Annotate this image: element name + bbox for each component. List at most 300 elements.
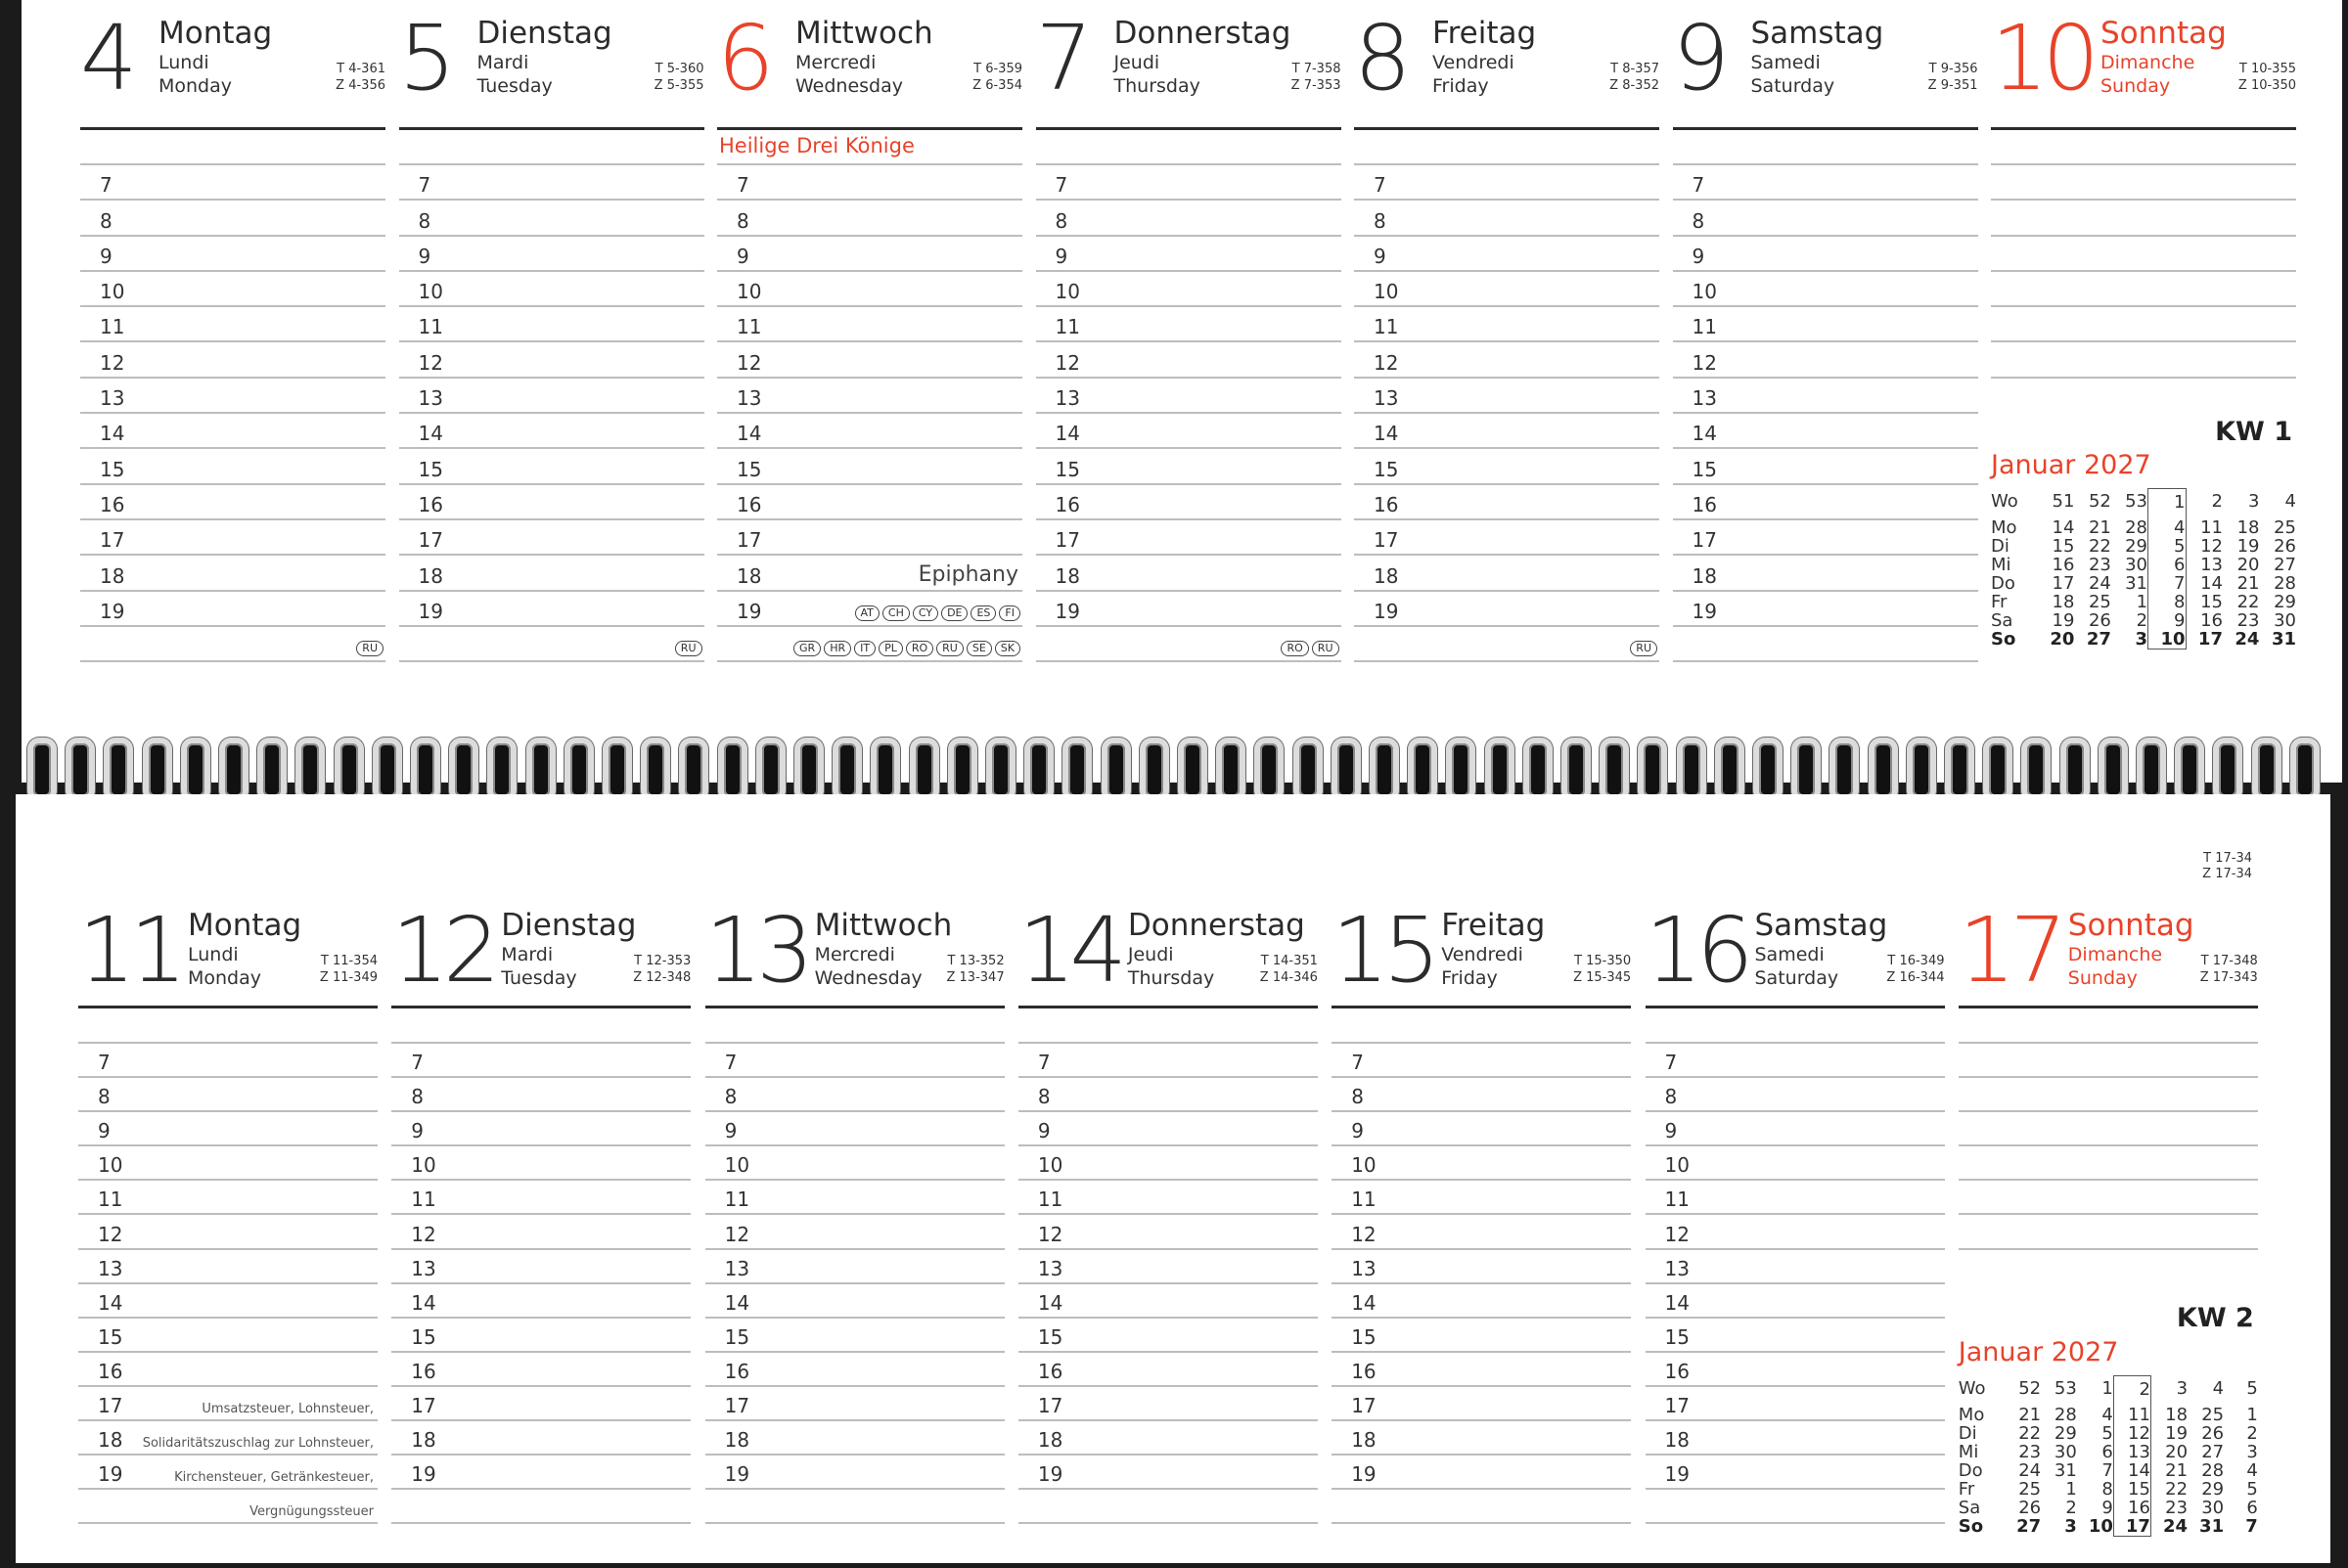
hour-slot-15[interactable] bbox=[717, 449, 1022, 484]
hour-label: 16 bbox=[1374, 492, 1399, 516]
hour-slot-11[interactable] bbox=[717, 307, 1022, 342]
day-name-en: Monday bbox=[158, 75, 233, 97]
hour-slot-18[interactable] bbox=[1354, 556, 1659, 591]
weekday-label: Di bbox=[1958, 1423, 1977, 1444]
hour-slot-11[interactable] bbox=[1354, 307, 1659, 342]
hour-slot-19[interactable] bbox=[78, 1456, 378, 1490]
binding-ring bbox=[718, 738, 747, 802]
hour-slot-12[interactable] bbox=[391, 1216, 691, 1250]
mini-calendar-row bbox=[1959, 1406, 2258, 1424]
hour-slot-10[interactable] bbox=[399, 272, 704, 307]
date-cell: 13 bbox=[2200, 555, 2223, 575]
hour-label: 16 bbox=[418, 492, 443, 516]
hour-slot-14[interactable] bbox=[717, 414, 1022, 449]
hour-slot-12[interactable] bbox=[1018, 1216, 1318, 1250]
hour-label: 19 bbox=[100, 599, 125, 623]
hour-slot-7[interactable] bbox=[1332, 1044, 1631, 1078]
hour-label: 15 bbox=[1055, 457, 1080, 481]
hour-slot-12[interactable] bbox=[78, 1216, 378, 1250]
holiday-slot[interactable] bbox=[705, 1008, 1005, 1044]
binding-ring bbox=[1254, 738, 1284, 802]
hour-label: 11 bbox=[1351, 1187, 1377, 1212]
hour-slot-19[interactable] bbox=[80, 592, 385, 627]
mini-calendar-row bbox=[1959, 1424, 2258, 1443]
note-line[interactable] bbox=[1991, 272, 2296, 307]
hour-slot-11[interactable] bbox=[1646, 1181, 1945, 1215]
hour-slot-8[interactable] bbox=[1018, 1078, 1318, 1112]
holiday-slot[interactable] bbox=[1036, 130, 1341, 165]
hour-label: 11 bbox=[1037, 1187, 1063, 1212]
hour-slot-7[interactable] bbox=[1036, 165, 1341, 201]
hour-slot-9[interactable] bbox=[717, 237, 1022, 272]
holiday-slot[interactable] bbox=[391, 1008, 691, 1044]
hour-slot-9[interactable] bbox=[1036, 237, 1341, 272]
hour-slot-17[interactable] bbox=[1673, 520, 1978, 556]
hour-slot-8[interactable] bbox=[1036, 201, 1341, 236]
hour-slot-7[interactable] bbox=[78, 1044, 378, 1078]
hour-slot-11[interactable] bbox=[1036, 307, 1341, 342]
hour-slot-13[interactable] bbox=[717, 379, 1022, 414]
holiday-slot[interactable] bbox=[1959, 1008, 2258, 1044]
mini-calendar-title: Januar 2027 bbox=[1958, 1337, 2119, 1367]
date-cell: 5 bbox=[2148, 537, 2186, 556]
hour-slot-17[interactable] bbox=[80, 520, 385, 556]
hour-slot-14[interactable] bbox=[1332, 1284, 1631, 1319]
holiday-slot[interactable] bbox=[80, 130, 385, 165]
hour-slot-10[interactable] bbox=[1018, 1146, 1318, 1181]
hour-slot-15[interactable] bbox=[1036, 449, 1341, 484]
extra-slot[interactable] bbox=[399, 627, 704, 662]
hour-label: 8 bbox=[724, 1085, 738, 1109]
day-count-z: Z 16-344 bbox=[1886, 970, 1945, 985]
hour-slot-12[interactable] bbox=[1332, 1216, 1631, 1250]
hour-slot-12[interactable] bbox=[1354, 343, 1659, 379]
hour-label: 7 bbox=[724, 1051, 738, 1075]
hour-slot-8[interactable] bbox=[1354, 201, 1659, 236]
hour-slot-11[interactable] bbox=[705, 1181, 1005, 1215]
binding-ring bbox=[2021, 738, 2051, 802]
hour-slot-17[interactable] bbox=[1332, 1387, 1631, 1421]
hour-slot-12[interactable] bbox=[717, 343, 1022, 379]
hour-slot-8[interactable] bbox=[1332, 1078, 1631, 1112]
note-line[interactable] bbox=[1991, 343, 2296, 379]
hour-label: 12 bbox=[411, 1222, 436, 1246]
hour-slot-13[interactable] bbox=[1018, 1250, 1318, 1284]
hour-slot-16[interactable] bbox=[1354, 485, 1659, 520]
day-column-8 bbox=[1354, 0, 1659, 675]
hour-slot-8[interactable] bbox=[78, 1078, 378, 1112]
hour-slot-15[interactable] bbox=[1332, 1319, 1631, 1353]
extra-slot[interactable] bbox=[717, 627, 1022, 662]
date-cell: 17 bbox=[2052, 573, 2075, 594]
day-name-en: Saturday bbox=[1750, 75, 1835, 97]
hour-slot-15[interactable] bbox=[391, 1319, 691, 1353]
hour-slot-19[interactable] bbox=[391, 1456, 691, 1490]
hour-slot-15[interactable] bbox=[78, 1319, 378, 1353]
hour-label: 7 bbox=[418, 173, 431, 198]
hour-slot-15[interactable] bbox=[80, 449, 385, 484]
day-count-codes bbox=[1928, 61, 1978, 94]
hour-slot-7[interactable] bbox=[717, 165, 1022, 201]
hour-slot-14[interactable] bbox=[399, 414, 704, 449]
hour-slot-17[interactable] bbox=[78, 1387, 378, 1421]
day-name-en: Thursday bbox=[1127, 967, 1215, 989]
extra-slot[interactable] bbox=[705, 1490, 1005, 1524]
holiday-slot[interactable] bbox=[1646, 1008, 1945, 1044]
hour-slot-17[interactable] bbox=[1354, 520, 1659, 556]
day-name-de: Montag bbox=[158, 16, 273, 51]
hour-slot-19[interactable] bbox=[399, 592, 704, 627]
date-cell: 28 bbox=[2201, 1460, 2225, 1481]
hour-label: 7 bbox=[1351, 1051, 1364, 1075]
hour-label: 8 bbox=[1664, 1085, 1678, 1109]
extra-slot[interactable] bbox=[1354, 627, 1659, 662]
hour-label: 11 bbox=[1664, 1187, 1690, 1212]
hour-slot-14[interactable] bbox=[1673, 414, 1978, 449]
hour-slot-19[interactable] bbox=[1036, 592, 1341, 627]
hour-slot-12[interactable] bbox=[1673, 343, 1978, 379]
hour-slot-14[interactable] bbox=[1354, 414, 1659, 449]
mini-calendar-row bbox=[1991, 593, 2296, 611]
extra-slot[interactable] bbox=[391, 1490, 691, 1524]
day-column-5 bbox=[399, 0, 704, 675]
hour-slot-11[interactable] bbox=[1332, 1181, 1631, 1215]
corner-t: T 17-34 bbox=[2203, 851, 2252, 866]
date-cell: 26 bbox=[2018, 1498, 2042, 1518]
extra-slot[interactable] bbox=[1036, 627, 1341, 662]
hour-slot-10[interactable] bbox=[80, 272, 385, 307]
hour-slot-16[interactable] bbox=[717, 485, 1022, 520]
day-number: 14 bbox=[1017, 898, 1121, 1003]
note-line[interactable] bbox=[1991, 237, 2296, 272]
hour-slot-8[interactable] bbox=[717, 201, 1022, 236]
date-cell: 31 bbox=[2199, 1516, 2225, 1538]
country-badge: GR bbox=[793, 641, 821, 656]
hour-label: 17 bbox=[1374, 528, 1399, 553]
note-line[interactable] bbox=[1959, 1078, 2258, 1112]
binding-ring bbox=[143, 738, 172, 802]
note-line[interactable] bbox=[1991, 201, 2296, 236]
hour-slot-19[interactable] bbox=[1354, 592, 1659, 627]
hour-slot-12[interactable] bbox=[1036, 343, 1341, 379]
day-name-fr: Mardi bbox=[476, 52, 529, 73]
hour-label: 12 bbox=[1055, 350, 1080, 375]
mini-calendar-header-row bbox=[1991, 489, 2296, 519]
hour-label: 14 bbox=[1037, 1290, 1063, 1315]
hour-slot-14[interactable] bbox=[78, 1284, 378, 1319]
date-cell: 28 bbox=[2274, 573, 2296, 594]
binding-ring bbox=[1753, 738, 1783, 802]
hour-slot-14[interactable] bbox=[705, 1284, 1005, 1319]
hour-slot-15[interactable] bbox=[705, 1319, 1005, 1353]
note-line[interactable] bbox=[1959, 1146, 2258, 1181]
note-line[interactable] bbox=[1959, 1181, 2258, 1215]
hour-slot-10[interactable] bbox=[705, 1146, 1005, 1181]
day-number: 15 bbox=[1332, 898, 1435, 1003]
hour-label: 15 bbox=[1664, 1324, 1690, 1349]
binding-ring bbox=[833, 738, 862, 802]
week-2-page bbox=[16, 794, 2330, 1563]
hour-slot-10[interactable] bbox=[1036, 272, 1341, 307]
tax-note: Umsatzsteuer, Lohnsteuer, bbox=[202, 1402, 374, 1417]
hour-slot-8[interactable] bbox=[1673, 201, 1978, 236]
hour-label: 18 bbox=[411, 1428, 436, 1453]
hour-label: 18 bbox=[418, 563, 443, 588]
hour-label: 19 bbox=[411, 1462, 436, 1487]
hour-slot-17[interactable] bbox=[391, 1387, 691, 1421]
hour-slot-17[interactable] bbox=[1036, 520, 1341, 556]
hour-slot-17[interactable] bbox=[1018, 1387, 1318, 1421]
hour-slot-13[interactable] bbox=[1673, 379, 1978, 414]
hour-slot-7[interactable] bbox=[1354, 165, 1659, 201]
hour-slot-16[interactable] bbox=[1646, 1353, 1945, 1387]
hour-slot-16[interactable] bbox=[1018, 1353, 1318, 1387]
date-cell: 22 bbox=[2236, 592, 2260, 612]
hour-slot-7[interactable] bbox=[391, 1044, 691, 1078]
extra-slot[interactable] bbox=[80, 627, 385, 662]
hour-slot-11[interactable] bbox=[399, 307, 704, 342]
holiday-slot[interactable] bbox=[399, 130, 704, 165]
hour-slot-10[interactable] bbox=[78, 1146, 378, 1181]
date-cell: 10 bbox=[2148, 630, 2186, 650]
holiday-slot[interactable] bbox=[78, 1008, 378, 1044]
holiday-slot[interactable] bbox=[1018, 1008, 1318, 1044]
day-number: 17 bbox=[1958, 898, 2061, 1003]
hour-slot-7[interactable] bbox=[1673, 165, 1978, 201]
hour-slot-16[interactable] bbox=[1036, 485, 1341, 520]
hour-slot-9[interactable] bbox=[78, 1112, 378, 1146]
day-count-codes bbox=[1886, 953, 1944, 986]
day-number: 7 bbox=[1035, 6, 1088, 111]
weekday-label: Do bbox=[1991, 573, 2015, 594]
mini-calendar-header-row bbox=[1959, 1376, 2258, 1407]
hour-slot-9[interactable] bbox=[1673, 237, 1978, 272]
hour-slot-16[interactable] bbox=[1673, 485, 1978, 520]
hour-slot-11[interactable] bbox=[78, 1181, 378, 1215]
hour-slot-13[interactable] bbox=[1332, 1250, 1631, 1284]
hour-slot-7[interactable] bbox=[1018, 1044, 1318, 1078]
weekday-label: Mo bbox=[1958, 1405, 1985, 1425]
hour-slot-18[interactable] bbox=[1673, 556, 1978, 591]
hour-slot-14[interactable] bbox=[1646, 1284, 1945, 1319]
hour-slot-13[interactable] bbox=[705, 1250, 1005, 1284]
note-line[interactable] bbox=[1959, 1216, 2258, 1250]
week-number-cell: 1 bbox=[2148, 489, 2186, 519]
hour-slot-13[interactable] bbox=[80, 379, 385, 414]
corner-z: Z 17-34 bbox=[2202, 867, 2252, 881]
day-count-z: Z 17-343 bbox=[2199, 970, 2258, 985]
weekday-label: Fr bbox=[1958, 1479, 1975, 1500]
hour-slot-19[interactable] bbox=[705, 1456, 1005, 1490]
hour-slot-11[interactable] bbox=[1673, 307, 1978, 342]
hour-slot-17[interactable] bbox=[705, 1387, 1005, 1421]
note-line[interactable] bbox=[1959, 1112, 2258, 1146]
hour-slot-15[interactable] bbox=[399, 449, 704, 484]
binding-ring bbox=[257, 738, 287, 802]
hour-slot-17[interactable] bbox=[1646, 1387, 1945, 1421]
date-cell: 20 bbox=[2165, 1442, 2189, 1462]
hour-slot-12[interactable] bbox=[1646, 1216, 1945, 1250]
country-badge: AT bbox=[855, 605, 880, 621]
mini-calendar-row bbox=[1991, 574, 2296, 593]
binding-ring bbox=[1523, 738, 1553, 802]
day-name-de: Donnerstag bbox=[1113, 16, 1291, 51]
country-badge: RU bbox=[936, 641, 964, 656]
week-number-cell: 52 bbox=[2088, 491, 2111, 513]
holiday-slot[interactable] bbox=[1991, 130, 2296, 165]
hour-slot-19[interactable] bbox=[1332, 1456, 1631, 1490]
holiday-slot[interactable] bbox=[1332, 1008, 1631, 1044]
hour-slot-7[interactable] bbox=[399, 165, 704, 201]
hour-slot-9[interactable] bbox=[1354, 237, 1659, 272]
hour-slot-9[interactable] bbox=[1018, 1112, 1318, 1146]
hour-label: 13 bbox=[418, 386, 443, 411]
day-count-z: Z 8-352 bbox=[1609, 78, 1659, 93]
hour-slot-11[interactable] bbox=[1018, 1181, 1318, 1215]
hour-label: 14 bbox=[418, 422, 443, 446]
hour-slot-19[interactable] bbox=[1673, 592, 1978, 627]
hour-slot-19[interactable] bbox=[717, 592, 1022, 627]
hour-slot-13[interactable] bbox=[391, 1250, 691, 1284]
binding-ring bbox=[449, 738, 478, 802]
extra-slot[interactable] bbox=[1332, 1490, 1631, 1524]
holiday-slot[interactable] bbox=[717, 130, 1022, 165]
hour-label: 13 bbox=[98, 1256, 123, 1280]
hour-label: 13 bbox=[724, 1256, 750, 1280]
hour-slot-16[interactable] bbox=[80, 485, 385, 520]
extra-slot[interactable] bbox=[1646, 1490, 1945, 1524]
hour-slot-15[interactable] bbox=[1673, 449, 1978, 484]
day-count-z: Z 13-347 bbox=[946, 970, 1005, 985]
hour-label: 9 bbox=[1664, 1119, 1678, 1143]
extra-slot[interactable] bbox=[1018, 1490, 1318, 1524]
hour-slot-14[interactable] bbox=[80, 414, 385, 449]
hour-slot-9[interactable] bbox=[1332, 1112, 1631, 1146]
hour-slot-14[interactable] bbox=[1018, 1284, 1318, 1319]
date-cell: 31 bbox=[2054, 1460, 2077, 1481]
hour-slot-13[interactable] bbox=[1646, 1250, 1945, 1284]
hour-label: 10 bbox=[100, 280, 125, 304]
hour-label: 10 bbox=[98, 1153, 123, 1178]
binding-ring bbox=[1140, 738, 1169, 802]
hour-slot-18[interactable] bbox=[1036, 556, 1341, 591]
hour-slot-18[interactable] bbox=[399, 556, 704, 591]
hour-slot-8[interactable] bbox=[80, 201, 385, 236]
note-line[interactable] bbox=[1991, 307, 2296, 342]
hour-slot-13[interactable] bbox=[1036, 379, 1341, 414]
hour-slot-15[interactable] bbox=[1018, 1319, 1318, 1353]
hour-label: 16 bbox=[1037, 1359, 1063, 1383]
week-number-cell: 2 bbox=[2113, 1376, 2150, 1407]
hour-slot-17[interactable] bbox=[399, 520, 704, 556]
hour-slot-17[interactable] bbox=[717, 520, 1022, 556]
binding-ring bbox=[2213, 738, 2242, 802]
hour-slot-7[interactable] bbox=[705, 1044, 1005, 1078]
hour-slot-8[interactable] bbox=[705, 1078, 1005, 1112]
hour-slot-18[interactable] bbox=[1646, 1421, 1945, 1456]
hour-slot-10[interactable] bbox=[1354, 272, 1659, 307]
hour-slot-15[interactable] bbox=[1354, 449, 1659, 484]
day-count-t: T 12-353 bbox=[634, 954, 692, 968]
hour-slot-10[interactable] bbox=[1646, 1146, 1945, 1181]
date-cell: 15 bbox=[2200, 592, 2223, 612]
date-cell: 28 bbox=[2054, 1405, 2077, 1425]
hour-slot-7[interactable] bbox=[80, 165, 385, 201]
hour-slot-10[interactable] bbox=[391, 1146, 691, 1181]
hour-slot-12[interactable] bbox=[705, 1216, 1005, 1250]
extra-slot[interactable] bbox=[78, 1490, 378, 1524]
hour-slot-8[interactable] bbox=[399, 201, 704, 236]
hour-slot-9[interactable] bbox=[399, 237, 704, 272]
hour-slot-13[interactable] bbox=[1354, 379, 1659, 414]
hour-slot-11[interactable] bbox=[80, 307, 385, 342]
day-name-en: Tuesday bbox=[501, 967, 577, 989]
date-cell: 7 bbox=[2101, 1460, 2113, 1481]
hour-slot-16[interactable] bbox=[391, 1353, 691, 1387]
note-line[interactable] bbox=[1991, 165, 2296, 201]
hour-slot-18[interactable] bbox=[1018, 1421, 1318, 1456]
hour-slot-10[interactable] bbox=[1673, 272, 1978, 307]
date-cell: 20 bbox=[2236, 555, 2260, 575]
hour-slot-16[interactable] bbox=[399, 485, 704, 520]
hour-label: 16 bbox=[1692, 492, 1717, 516]
week-number-cell: Wo bbox=[1991, 491, 2018, 513]
hour-label: 11 bbox=[724, 1187, 750, 1212]
hour-slot-12[interactable] bbox=[399, 343, 704, 379]
hour-slot-12[interactable] bbox=[80, 343, 385, 379]
hour-slot-18[interactable] bbox=[705, 1421, 1005, 1456]
hour-slot-14[interactable] bbox=[1036, 414, 1341, 449]
date-cell: 19 bbox=[2236, 536, 2260, 557]
hour-slot-19[interactable] bbox=[1646, 1456, 1945, 1490]
hour-slot-18[interactable] bbox=[78, 1421, 378, 1456]
hour-slot-18[interactable] bbox=[1332, 1421, 1631, 1456]
tax-note: Vergnügungssteuer bbox=[249, 1504, 374, 1520]
hour-slot-19[interactable] bbox=[1018, 1456, 1318, 1490]
binding-ring bbox=[1178, 738, 1207, 802]
hour-slot-16[interactable] bbox=[78, 1353, 378, 1387]
hour-slot-9[interactable] bbox=[391, 1112, 691, 1146]
hour-slot-11[interactable] bbox=[391, 1181, 691, 1215]
hour-slot-16[interactable] bbox=[705, 1353, 1005, 1387]
hour-slot-18[interactable] bbox=[80, 556, 385, 591]
day-number: 13 bbox=[704, 898, 808, 1003]
hour-slot-14[interactable] bbox=[391, 1284, 691, 1319]
holiday-slot[interactable] bbox=[1354, 130, 1659, 165]
hour-slot-10[interactable] bbox=[717, 272, 1022, 307]
hour-slot-9[interactable] bbox=[1646, 1112, 1945, 1146]
hour-slot-13[interactable] bbox=[78, 1250, 378, 1284]
hour-slot-18[interactable] bbox=[717, 556, 1022, 591]
hour-slot-16[interactable] bbox=[1332, 1353, 1631, 1387]
hour-slot-9[interactable] bbox=[80, 237, 385, 272]
note-line[interactable] bbox=[1959, 1044, 2258, 1078]
hour-slot-18[interactable] bbox=[391, 1421, 691, 1456]
hour-slot-10[interactable] bbox=[1332, 1146, 1631, 1181]
day-name-de: Samstag bbox=[1750, 16, 1884, 51]
week-number-cell: 53 bbox=[2125, 491, 2148, 513]
hour-slot-13[interactable] bbox=[399, 379, 704, 414]
day-header bbox=[1036, 0, 1341, 115]
hour-slot-8[interactable] bbox=[391, 1078, 691, 1112]
date-cell: 25 bbox=[2201, 1405, 2225, 1425]
holiday-slot[interactable] bbox=[1673, 130, 1978, 165]
hour-slot-7[interactable] bbox=[1646, 1044, 1945, 1078]
hour-slot-9[interactable] bbox=[705, 1112, 1005, 1146]
hour-slot-8[interactable] bbox=[1646, 1078, 1945, 1112]
hour-slot-15[interactable] bbox=[1646, 1319, 1945, 1353]
extra-slot[interactable] bbox=[1673, 627, 1978, 662]
